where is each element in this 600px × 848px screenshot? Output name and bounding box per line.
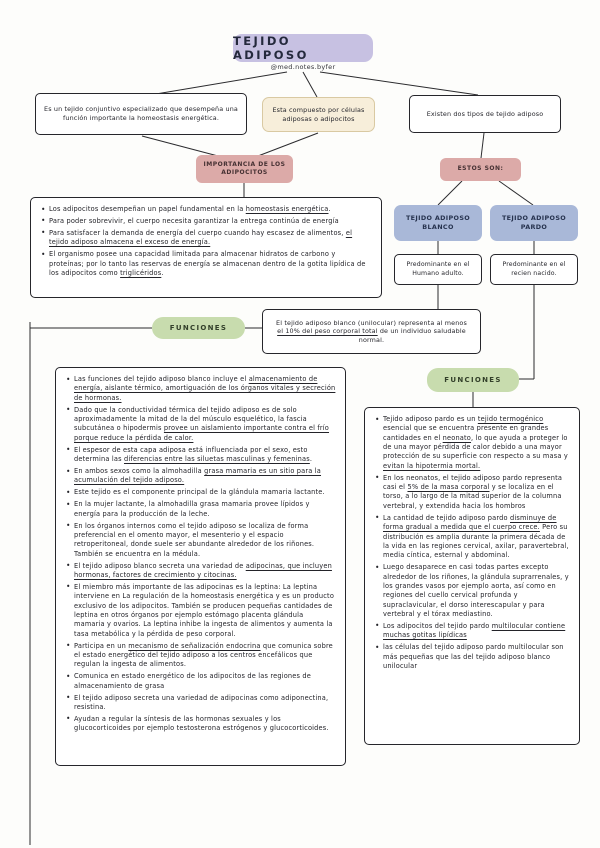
bullet-item: • Para satisfacer la demanda de energía del cuerpo cuando hay escasez de alimentos, el tejido adiposo almacena el exceso de energía. <box>40 229 372 248</box>
bullet-item: • En la mujer lactante, la almohadilla grasa mamaria provee lípidos y energía para la producción de la leche. <box>65 500 336 519</box>
bullet-item: • Participa en un mecanismo de señalización endocrina que comunica sobre el estado energético del tejido adiposo a los centros encefálicos que regulan la ingesta de alimentos. <box>65 642 336 670</box>
funciones-blanco-label <box>152 317 245 339</box>
tejido-pardo-title: TEJIDO ADIPOSO PARDO <box>501 214 567 231</box>
author-handle: @med.notes.byfer <box>270 63 336 71</box>
bullet-item: • Para poder sobrevivir, el cuerpo necesita garantizar la entrega continúa de energía <box>40 217 372 226</box>
estos-son-label <box>440 158 521 181</box>
bullet-item: • El tejido adiposo blanco secreta una variedad de adipocinas, que incluyen hormonas, factores de crecimiento y citocinas. <box>65 562 336 581</box>
types-box <box>409 95 561 133</box>
bullet-item: • En los neonatos, el tejido adiposo pardo representa casi el 5% de la masa corporal y se localiza en el torso, a lo largo de la mitad superior de la columna vertebral, y extendida hacia los hombros <box>374 474 570 511</box>
bullet-item: • Comunica en estado energético de los adipocitos de las regiones de almacenamiento de grasa <box>65 672 336 691</box>
bullet-item: • El organismo posee una capacidad limitada para almacenar hidratos de carbono y proteínas; por lo tanto las reservas de energía se almacenan dentro de la gotita lipídica de los adipocitos como triglicéridos. <box>40 250 372 278</box>
tejido-pardo-box <box>490 205 578 241</box>
importancia-bullets-box <box>30 197 382 298</box>
bullet-item: • En ambos sexos como la almohadilla grasa mamaria es un sitio para la acumulación del tejido adiposo. <box>65 467 336 486</box>
composition-box <box>262 97 375 132</box>
importancia-bullet-list <box>40 205 372 281</box>
page-title: TEJIDO ADIPOSO <box>233 34 309 62</box>
pardo-nota-box <box>490 254 578 285</box>
composition-text: Esta compuesto por células adiposas o adipocitos <box>272 105 365 123</box>
unilocular-note-text: El tejido adiposo blanco (unilocular) representa al menos el 10% del peso corporal total de un individuo saludable normal. <box>276 318 467 344</box>
funciones-pardo-label-text: FUNCIONES <box>444 376 502 384</box>
bullet-item: • Los adipocitos del tejido pardo multilocular contiene muchas gotitas lipídicas <box>374 622 570 641</box>
bullet-item: • En los órganos internos como el tejido adiposo se localiza de forma preferencial en el omento mayor, el mesenterio y el espacio retroperitoneal, donde suele ser abundante alrededor de los riñones. También se encuentra en la médula. <box>65 522 336 559</box>
bullet-item: • El tejido adiposo secreta una variedad de adipocinas como adiponectina, resistina. <box>65 694 336 713</box>
blanco-nota-box <box>394 254 482 285</box>
tejido-blanco-title: TEJIDO ADIPOSO BLANCO <box>405 214 471 231</box>
bullet-item: • La cantidad de tejido adiposo pardo disminuye de forma gradual a medida que el cuerpo crece. Pero su distribución es amplia durante la primera década de la vida en las regiones cervical, axilar, paravertebral, media cíntica, esternal y abdominal. <box>374 514 570 561</box>
bullet-item: • El miembro más importante de las adipocinas es la leptina: La leptina interviene en La regulación de la homeostasis energética y es un producto exclusivo de los adipocitos. También se producen pequeñas cantidades de leptina en otros órganos por ejemplo estómago placenta glándula mamaria y ovarios. La leptina inhibe la ingesta de alimentos y aumenta la tasa metabólica y la pérdida de peso corporal. <box>65 583 336 639</box>
funciones-blanco-label-text: FUNCIONES <box>169 324 228 332</box>
funciones-pardo-label <box>427 368 519 392</box>
definition-box <box>35 93 247 135</box>
importancia-label-text: IMPORTANCIA DE LOS ADIPOCITOS <box>203 160 286 176</box>
bullet-item: • Ayudan a regular la síntesis de las hormonas sexuales y los glucocorticoides por ejemplo testosterona estrógenos y glucocorticoides. <box>65 715 336 734</box>
bullet-item: • Este tejido es el componente principal de la glándula mamaria lactante. <box>65 488 336 497</box>
bullet-item: • Las funciones del tejido adiposo blanco incluye el almacenamiento de energía, aislante térmico, amortiguación de los órganos vitales y secreción de hormonas. <box>65 375 336 403</box>
title-banner <box>233 34 373 62</box>
funciones-blanco-bullet-list <box>65 375 336 736</box>
bullet-item: • Dado que la conductividad térmica del tejido adiposo es de solo aproximadamente la mitad de la del músculo esquelético, la fascia subcutánea o hipodermis provee un aislamiento importante contra el frío porque reduce la pérdida de calor. <box>65 406 336 443</box>
pardo-nota-text: Predominante en el recien nacido. <box>502 261 566 277</box>
funciones-blanco-bullets-box <box>55 367 346 766</box>
estos-son-label-text: ESTOS SON: <box>457 165 504 173</box>
funciones-pardo-bullets-box <box>364 407 580 745</box>
unilocular-note-box <box>262 309 481 354</box>
importancia-label <box>196 155 293 183</box>
bullet-item: • Luego desaparece en casi todas partes excepto alrededor de los riñones, la glándula suprarrenales, y los grandes vasos por ejemplo aorta, así como en regiones del cuello cervical profunda y supraclavicular, el dorso interescapular y para vertebral y el tórax mediastino. <box>374 563 570 619</box>
bullet-item: • las células del tejido adiposo pardo multilocular son más pequeñas que las del tejido adiposo blanco unilocular <box>374 643 570 671</box>
definition-text: Es un tejido conjuntivo especializado que desempeña una función importante la homeostasis energética. <box>44 105 238 122</box>
types-text: Existen dos tipos de tejido adiposo <box>426 109 544 118</box>
bullet-item: • Tejido adiposo pardo es un tejido termogénico esencial que se encuentra presente en grandes cantidades en el neonato, lo que ayuda a proteger lo de una mayor pérdida de calor debido a una mayor protección de su superficie con respecto a su masa y evitan la hipotermia mortal. <box>374 415 570 471</box>
bullet-item: • Los adipocitos desempeñan un papel fundamental en la homeostasis energética. <box>40 205 372 214</box>
tejido-blanco-box <box>394 205 482 241</box>
funciones-pardo-bullet-list <box>374 415 570 674</box>
blanco-nota-text: Predominante en el Humano adulto. <box>406 261 470 277</box>
bullet-item: • El espesor de esta capa adiposa está influenciada por el sexo, esto determina las diferencias entre las siluetas masculinas y femeninas. <box>65 446 336 465</box>
